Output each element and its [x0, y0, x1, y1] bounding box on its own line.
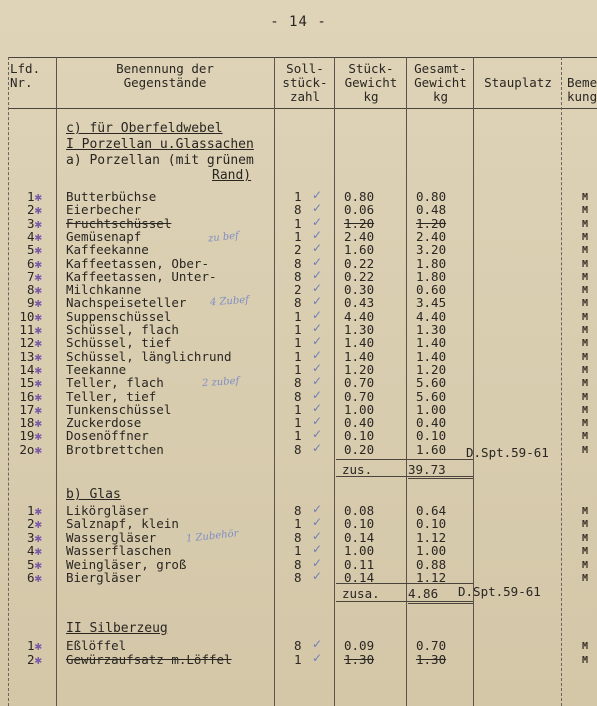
- check-mark-icon: ✓: [312, 427, 323, 442]
- item-quantity: 1: [294, 401, 302, 417]
- remark-mark: M: [582, 351, 589, 363]
- sum-rule: [336, 601, 473, 602]
- header-soll: Soll- stück- zahl: [282, 61, 328, 104]
- row-number: 12✱: [19, 335, 42, 351]
- item-unit-weight: 0.30: [344, 282, 375, 298]
- item-unit-weight: 0.08: [344, 503, 375, 518]
- item-quantity: 2: [294, 242, 302, 258]
- item-total-weight: 1.12: [416, 529, 447, 545]
- remark-mark: M: [582, 231, 589, 243]
- star-mark-icon: ✱: [34, 516, 42, 532]
- item-unit-weight: 0.09: [344, 638, 375, 653]
- item-name: Dosenöffner: [66, 428, 149, 444]
- row-number: 14✱: [19, 361, 42, 377]
- item-quantity: 1: [294, 428, 302, 444]
- star-mark-icon: ✱: [34, 415, 42, 431]
- item-name: Likörgläser: [66, 503, 149, 518]
- check-mark-icon: ✓: [312, 555, 323, 570]
- item-name: Wasserflaschen: [66, 543, 172, 559]
- remark-mark: M: [582, 532, 589, 544]
- check-mark-icon: ✓: [312, 334, 323, 349]
- item-name: Schüssel, tief: [66, 335, 172, 351]
- row-number: 11✱: [19, 322, 42, 337]
- item-quantity: 1: [294, 651, 302, 667]
- item-quantity: 8: [294, 375, 302, 391]
- item-name: Tunkenschüssel: [66, 401, 172, 417]
- item-total-weight: 3.20: [416, 242, 447, 258]
- header-bemerkung: Beme kung: [567, 75, 597, 104]
- row-number: 5✱: [26, 556, 42, 572]
- star-mark-icon: ✱: [34, 543, 42, 559]
- sum-double-rule: [408, 603, 473, 604]
- item-total-weight: 2.40: [416, 228, 447, 244]
- item-total-weight: 0.10: [416, 428, 447, 444]
- row-number: 17✱: [19, 401, 42, 417]
- item-name: Eierbecher: [66, 202, 142, 218]
- star-mark-icon: ✱: [34, 503, 42, 518]
- item-quantity: 1: [294, 361, 302, 377]
- check-mark-icon: ✓: [312, 214, 323, 229]
- pencil-note: 2 zubef: [201, 375, 240, 390]
- section-title-glas: b) Glas: [66, 487, 121, 502]
- item-name: Zuckerdose: [66, 415, 142, 431]
- item-total-weight: 1.40: [416, 335, 447, 351]
- remark-mark: M: [582, 506, 589, 517]
- item-unit-weight: 1.20: [344, 361, 375, 377]
- header-stueckgewicht: Stück- Gewicht kg: [344, 61, 398, 104]
- remark-mark: M: [582, 573, 589, 584]
- item-total-weight: 1.60: [416, 441, 447, 457]
- item-name: Nachspeiseteller: [66, 295, 187, 311]
- row-number: 2✱: [26, 202, 42, 218]
- item-name: Suppenschüssel: [66, 308, 172, 324]
- item-unit-weight: 1.40: [344, 348, 375, 364]
- check-mark-icon: ✓: [312, 400, 323, 415]
- star-mark-icon: ✱: [34, 570, 42, 585]
- row-number: 16✱: [19, 388, 42, 404]
- table-top-rule: [8, 57, 597, 58]
- remark-mark: M: [582, 192, 589, 203]
- item-total-weight: 3.45: [416, 295, 447, 311]
- row-number: 2✱: [26, 651, 42, 667]
- row-number: 7✱: [26, 268, 42, 284]
- column-rule: [406, 57, 407, 706]
- remark-mark: M: [582, 311, 589, 323]
- pencil-note: zu bef: [207, 230, 240, 245]
- remark-mark: M: [582, 258, 589, 270]
- check-mark-icon: ✓: [312, 267, 323, 282]
- row-number: 4✱: [26, 228, 42, 244]
- remark-mark: M: [582, 298, 589, 310]
- item-quantity: 1: [294, 543, 302, 559]
- check-mark-icon: ✓: [312, 321, 323, 335]
- stauplatz-porzellan: D.Spt.59-61: [466, 445, 549, 460]
- item-total-weight: 5.60: [416, 375, 447, 391]
- star-mark-icon: ✱: [34, 348, 42, 364]
- item-quantity: 1: [294, 415, 302, 431]
- item-quantity: 8: [294, 529, 302, 545]
- item-total-weight: 1.20: [416, 215, 447, 231]
- item-quantity: 8: [294, 570, 302, 585]
- star-mark-icon: ✱: [34, 189, 42, 204]
- star-mark-icon: ✱: [34, 529, 42, 545]
- item-unit-weight: 0.40: [344, 415, 375, 431]
- remark-mark: M: [582, 546, 589, 558]
- item-total-weight: 1.30: [416, 651, 447, 667]
- item-unit-weight: 1.20: [344, 215, 375, 231]
- row-number: 4✱: [26, 543, 42, 559]
- item-unit-weight: 1.60: [344, 242, 375, 258]
- item-unit-weight: 0.06: [344, 202, 375, 218]
- row-number: 1✱: [26, 638, 42, 653]
- item-total-weight: 0.10: [416, 516, 447, 532]
- item-total-weight: 1.12: [416, 570, 447, 585]
- remark-mark: M: [582, 404, 589, 416]
- item-unit-weight: 0.70: [344, 375, 375, 391]
- row-number: 19✱: [19, 428, 42, 444]
- column-rule: [473, 57, 474, 706]
- star-mark-icon: ✱: [34, 361, 42, 377]
- section-title-silberzeug: II Silberzeug: [66, 621, 168, 636]
- row-number: 2o✱: [19, 441, 42, 457]
- item-unit-weight: 1.30: [344, 651, 375, 667]
- item-total-weight: 0.48: [416, 202, 447, 218]
- row-number: 8✱: [26, 282, 42, 298]
- sum-rule: [336, 583, 473, 584]
- star-mark-icon: ✱: [34, 228, 42, 244]
- remark-mark: M: [582, 218, 589, 230]
- sum-value-glas: 4.86: [408, 586, 439, 601]
- item-name: Wassergläser: [66, 529, 157, 545]
- item-unit-weight: 0.43: [344, 295, 375, 311]
- check-mark-icon: ✓: [312, 360, 323, 375]
- item-total-weight: 1.00: [416, 543, 447, 559]
- star-mark-icon: ✱: [34, 215, 42, 231]
- star-mark-icon: ✱: [34, 282, 42, 298]
- item-name: Gemüsenapf: [66, 228, 142, 244]
- star-mark-icon: ✱: [34, 322, 42, 337]
- remark-mark: M: [582, 364, 589, 376]
- item-name: Schüssel, länglichrund: [66, 348, 232, 364]
- item-quantity: 8: [294, 556, 302, 572]
- remark-mark: M: [582, 444, 589, 456]
- item-unit-weight: 0.14: [344, 529, 375, 545]
- item-total-weight: 4.40: [416, 308, 447, 324]
- item-unit-weight: 1.00: [344, 543, 375, 559]
- item-name: Gewürzaufsatz m.Löffel: [66, 651, 232, 667]
- check-mark-icon: ✓: [312, 569, 323, 583]
- star-mark-icon: ✱: [34, 255, 42, 271]
- star-mark-icon: ✱: [34, 268, 42, 284]
- item-unit-weight: 0.10: [344, 516, 375, 532]
- row-number: 18✱: [19, 415, 42, 431]
- star-mark-icon: ✱: [34, 375, 42, 391]
- check-mark-icon: ✓: [312, 502, 323, 516]
- star-mark-icon: ✱: [34, 428, 42, 444]
- item-unit-weight: 0.70: [344, 388, 375, 404]
- item-quantity: 1: [294, 322, 302, 337]
- remark-mark: M: [582, 641, 589, 652]
- item-unit-weight: 0.10: [344, 428, 375, 444]
- sum-rule: [336, 459, 473, 460]
- check-mark-icon: ✓: [312, 637, 323, 651]
- remark-mark: M: [582, 519, 589, 531]
- sum-label-porzellan: zus.: [342, 462, 373, 477]
- header-name: Benennung der Gegenstände: [116, 61, 214, 90]
- star-mark-icon: ✱: [34, 401, 42, 417]
- check-mark-icon: ✓: [312, 281, 323, 296]
- remark-mark: M: [582, 654, 589, 666]
- item-quantity: 1: [294, 348, 302, 364]
- row-number: 9✱: [26, 295, 42, 311]
- item-name: Milchkanne: [66, 282, 142, 298]
- check-mark-icon: ✓: [312, 515, 323, 530]
- item-total-weight: 0.64: [416, 503, 447, 518]
- item-name: Butterbüchse: [66, 189, 157, 204]
- check-mark-icon: ✓: [312, 254, 323, 269]
- check-mark-icon: ✓: [312, 188, 323, 202]
- item-quantity: 1: [294, 335, 302, 351]
- check-mark-icon: ✓: [312, 414, 323, 429]
- item-name: Schüssel, flach: [66, 322, 179, 337]
- item-name: Teller, tief: [66, 388, 157, 404]
- row-number: 15✱: [19, 375, 42, 391]
- header-nr: Lfd. Nr.: [10, 61, 41, 90]
- item-unit-weight: 0.80: [344, 189, 375, 204]
- item-unit-weight: 1.40: [344, 335, 375, 351]
- item-name: Fruchtschüssel: [66, 215, 172, 231]
- row-number: 1✱: [26, 503, 42, 518]
- row-number: 6✱: [26, 255, 42, 271]
- sum-double-rule: [408, 478, 473, 479]
- item-quantity: 1: [294, 228, 302, 244]
- item-name: Eßlöffel: [66, 638, 127, 653]
- item-quantity: 1: [294, 516, 302, 532]
- item-total-weight: 5.60: [416, 388, 447, 404]
- item-unit-weight: 4.40: [344, 308, 375, 324]
- item-quantity: 8: [294, 268, 302, 284]
- row-number: 10✱: [19, 308, 42, 324]
- sum-rule: [336, 476, 473, 477]
- row-number: 13✱: [19, 348, 42, 364]
- check-mark-icon: ✓: [312, 347, 323, 362]
- check-mark-icon: ✓: [312, 374, 323, 389]
- star-mark-icon: ✱: [34, 335, 42, 351]
- star-mark-icon: ✱: [34, 295, 42, 311]
- star-mark-icon: ✱: [34, 388, 42, 404]
- item-total-weight: 1.40: [416, 348, 447, 364]
- check-mark-icon: ✓: [312, 542, 323, 557]
- remark-mark: M: [582, 285, 589, 297]
- remark-mark: M: [582, 391, 589, 403]
- item-quantity: 8: [294, 638, 302, 653]
- row-number: 3✱: [26, 215, 42, 231]
- remark-mark: M: [582, 325, 589, 336]
- item-quantity: 1: [294, 189, 302, 204]
- column-rule: [561, 57, 562, 706]
- item-total-weight: 1.80: [416, 255, 447, 271]
- remark-mark: M: [582, 559, 589, 571]
- remark-mark: M: [582, 378, 589, 390]
- item-quantity: 1: [294, 308, 302, 324]
- check-mark-icon: ✓: [312, 201, 323, 216]
- item-total-weight: 1.00: [416, 401, 447, 417]
- check-mark-icon: ✓: [312, 227, 323, 242]
- item-quantity: 8: [294, 295, 302, 311]
- sum-label-glas: zusa.: [342, 586, 380, 601]
- check-mark-icon: ✓: [312, 294, 323, 309]
- item-total-weight: 0.60: [416, 282, 447, 298]
- check-mark-icon: ✓: [312, 387, 323, 402]
- item-quantity: 8: [294, 503, 302, 518]
- item-quantity: 8: [294, 255, 302, 271]
- section-title-porzellan: a) Porzellan (mit grünem: [66, 153, 254, 168]
- column-rule: [334, 57, 335, 706]
- row-number: 1✱: [26, 189, 42, 204]
- star-mark-icon: ✱: [34, 242, 42, 258]
- section-title-porzellan-glas: I Porzellan u.Glassachen: [66, 137, 254, 152]
- check-mark-icon: ✓: [312, 650, 323, 665]
- star-mark-icon: ✱: [34, 308, 42, 324]
- section-title-oberfeldwebel: c) für Oberfeldwebel: [66, 121, 223, 136]
- item-name: Weingläser, groß: [66, 556, 187, 572]
- item-unit-weight: 0.14: [344, 570, 375, 585]
- column-rule: [274, 57, 275, 706]
- item-unit-weight: 0.22: [344, 255, 375, 271]
- item-unit-weight: 0.22: [344, 268, 375, 284]
- remark-mark: M: [582, 418, 589, 430]
- item-name: Teekanne: [66, 361, 127, 377]
- header-stauplatz: Stauplatz: [484, 75, 552, 90]
- pencil-note: 4 Zubef: [209, 294, 250, 309]
- item-unit-weight: 0.20: [344, 441, 375, 457]
- star-mark-icon: ✱: [34, 556, 42, 572]
- row-number: 6✱: [26, 570, 42, 585]
- star-mark-icon: ✱: [34, 202, 42, 218]
- stauplatz-glas: D.Spt.59-61: [458, 584, 541, 599]
- item-name: Kaffeekanne: [66, 242, 149, 258]
- star-mark-icon: ✱: [34, 441, 42, 457]
- item-name: Brotbrettchen: [66, 441, 164, 457]
- check-mark-icon: ✓: [312, 241, 323, 256]
- header-gesamtgewicht: Gesamt- Gewicht kg: [414, 61, 467, 104]
- remark-mark: M: [582, 431, 589, 443]
- row-number: 2✱: [26, 516, 42, 532]
- item-total-weight: 0.40: [416, 415, 447, 431]
- section-title-rand: Rand): [212, 168, 252, 183]
- row-number: 5✱: [26, 242, 42, 258]
- pencil-note: 1 Zubehör: [185, 528, 239, 545]
- item-total-weight: 0.88: [416, 556, 447, 572]
- check-mark-icon: ✓: [312, 528, 323, 543]
- item-total-weight: 0.80: [416, 189, 447, 204]
- item-name: Salznapf, klein: [66, 516, 179, 532]
- item-quantity: 8: [294, 441, 302, 457]
- item-name: Biergläser: [66, 570, 142, 585]
- sum-value-porzellan: 39.73: [408, 462, 446, 477]
- star-mark-icon: ✱: [34, 651, 42, 667]
- item-unit-weight: 1.00: [344, 401, 375, 417]
- check-mark-icon: ✓: [312, 440, 323, 455]
- item-total-weight: 1.20: [416, 361, 447, 377]
- column-rule: [56, 57, 57, 706]
- item-quantity: 8: [294, 388, 302, 404]
- item-quantity: 2: [294, 282, 302, 298]
- item-unit-weight: 0.11: [344, 556, 375, 572]
- row-number: 3✱: [26, 529, 42, 545]
- remark-mark: M: [582, 338, 589, 350]
- item-name: Kaffeetassen, Ober-: [66, 255, 209, 271]
- star-mark-icon: ✱: [34, 638, 42, 653]
- page-number: - 14 -: [270, 14, 327, 30]
- item-name: Kaffeetassen, Unter-: [66, 268, 217, 284]
- remark-mark: M: [582, 271, 589, 283]
- item-total-weight: 1.80: [416, 268, 447, 284]
- remark-mark: M: [582, 245, 589, 257]
- item-quantity: 1: [294, 215, 302, 231]
- item-unit-weight: 1.30: [344, 322, 375, 337]
- item-quantity: 8: [294, 202, 302, 218]
- item-total-weight: 0.70: [416, 638, 447, 653]
- item-total-weight: 1.30: [416, 322, 447, 337]
- item-name: Teller, flach: [66, 375, 164, 391]
- item-unit-weight: 2.40: [344, 228, 375, 244]
- header-bottom-rule: [8, 108, 597, 109]
- check-mark-icon: ✓: [312, 307, 323, 322]
- remark-mark: M: [582, 205, 589, 217]
